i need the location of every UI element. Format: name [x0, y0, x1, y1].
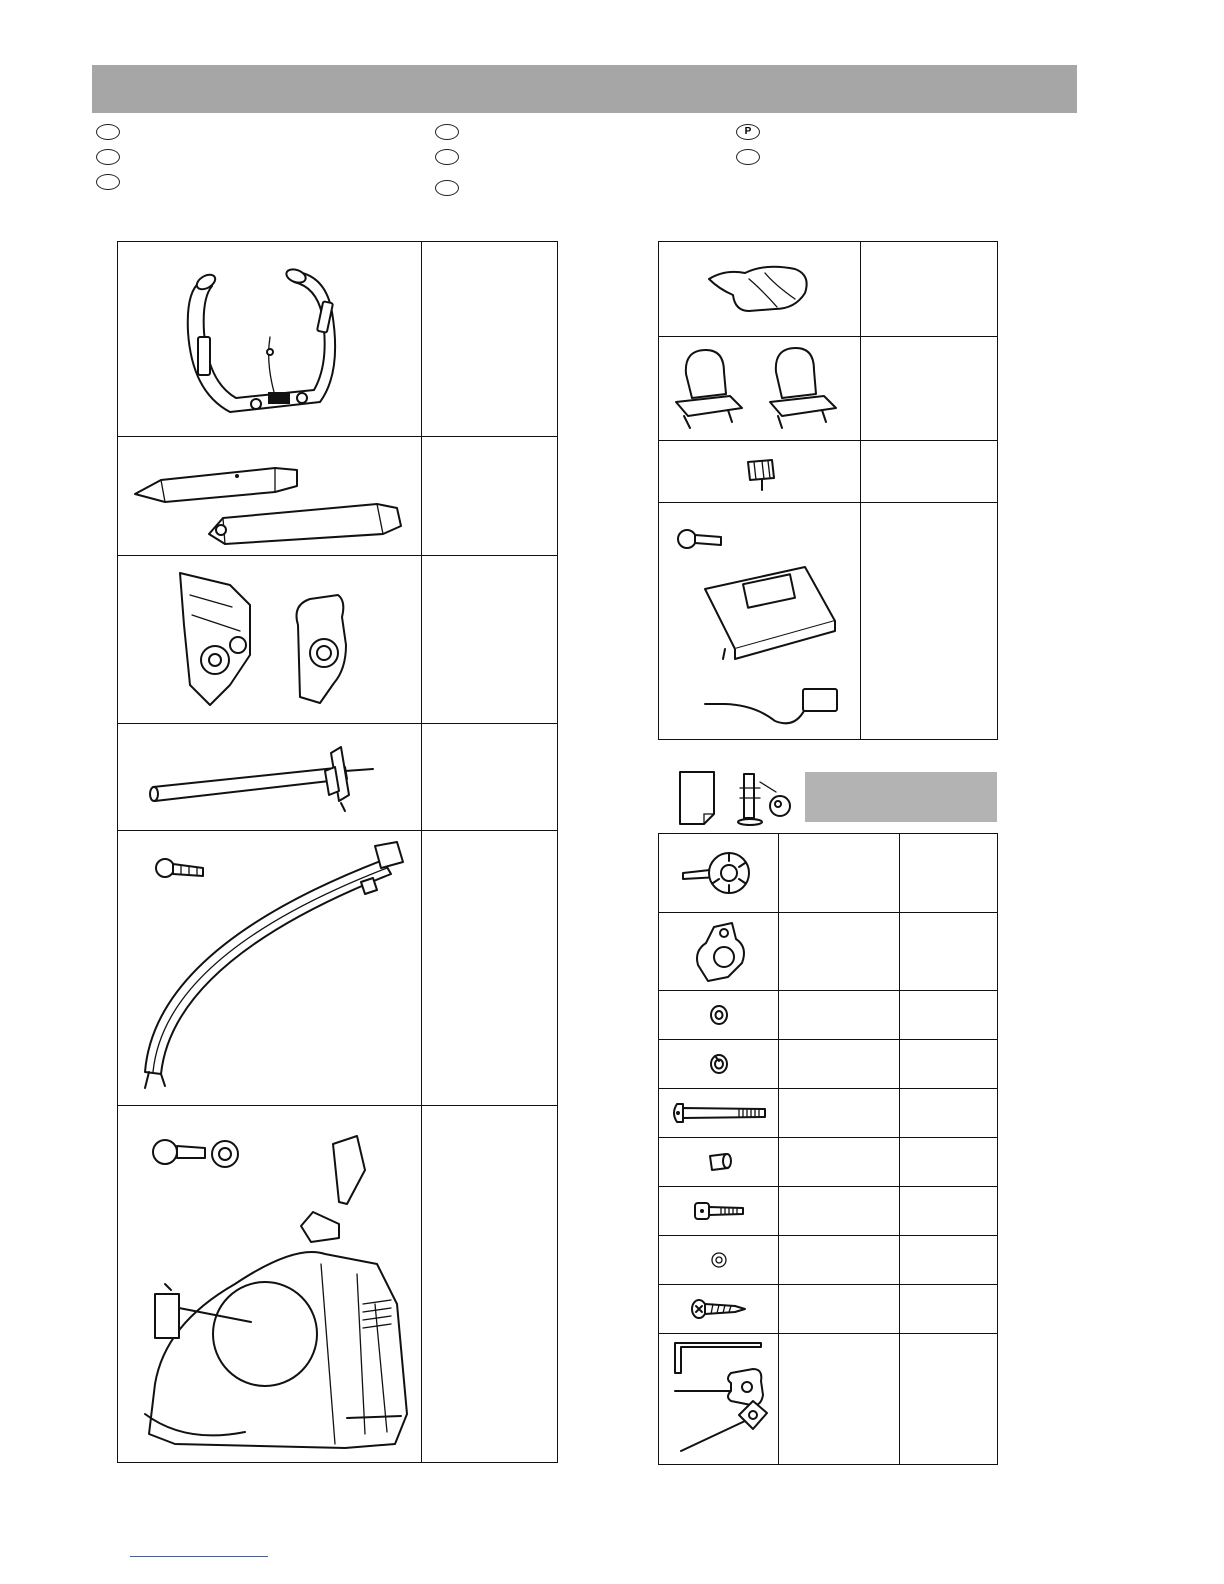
header-banner	[92, 65, 1077, 113]
part-image-cell	[659, 337, 861, 441]
hex-socket-screw-icon	[691, 1199, 747, 1223]
self-tapping-screw-icon	[689, 1296, 749, 1322]
hardware-name-cell	[779, 1285, 900, 1334]
saddle-icon	[705, 259, 815, 319]
part-label-cell	[422, 724, 558, 831]
hardware-row	[659, 1138, 998, 1187]
hardware-image-cell	[659, 1040, 779, 1089]
hardware-name-cell	[779, 913, 900, 991]
part-image-cell	[659, 503, 861, 740]
hardware-row	[659, 1334, 998, 1465]
hardware-image-cell	[659, 991, 779, 1040]
hardware-name-cell	[779, 1187, 900, 1236]
hardware-row	[659, 991, 998, 1040]
hardware-row	[659, 1187, 998, 1236]
hardware-image-cell	[659, 1089, 779, 1138]
console-adapter-icon	[665, 509, 855, 734]
part-row	[659, 503, 998, 740]
hardware-name-cell	[779, 991, 900, 1040]
part-image-cell	[118, 242, 422, 437]
hardware-name-cell	[779, 1089, 900, 1138]
footer-link-underline[interactable]	[130, 1556, 268, 1557]
hardware-image-cell	[659, 834, 779, 913]
hardware-row	[659, 1040, 998, 1089]
language-badge[interactable]	[435, 124, 459, 140]
hardware-image-cell	[659, 1285, 779, 1334]
hardware-image-cell	[659, 1236, 779, 1285]
part-label-cell	[861, 441, 998, 503]
part-label-cell	[861, 337, 998, 441]
part-row	[659, 441, 998, 503]
hardware-row	[659, 913, 998, 991]
hardware-name-cell	[779, 1138, 900, 1187]
part-label-cell	[422, 1106, 558, 1463]
adjustment-knob-icon	[740, 452, 780, 492]
hardware-qty-cell	[900, 1285, 998, 1334]
pedals-icon	[670, 344, 850, 434]
part-row	[118, 724, 558, 831]
language-badge[interactable]	[736, 149, 760, 165]
part-row	[118, 556, 558, 724]
hardware-qty-cell	[900, 1089, 998, 1138]
hardware-image-cell	[659, 1187, 779, 1236]
part-row	[118, 1106, 558, 1463]
note-box	[805, 772, 997, 822]
cover-parts-icon	[170, 565, 370, 715]
language-badge[interactable]	[435, 180, 459, 196]
hardware-name-cell	[779, 834, 900, 913]
part-image-cell	[659, 242, 861, 337]
tools-icon	[669, 1339, 769, 1459]
part-label-cell	[422, 242, 558, 437]
spacer-sleeve-icon	[704, 1150, 734, 1174]
language-badge-p[interactable]: P	[736, 124, 760, 140]
stabilizer-feet-icon	[125, 446, 415, 546]
hardware-qty-cell	[900, 834, 998, 913]
parts-table-right	[658, 241, 998, 740]
part-image-cell	[118, 556, 422, 724]
language-badge[interactable]	[96, 124, 120, 140]
long-bolt-icon	[669, 1100, 769, 1126]
hardware-image-cell	[659, 1334, 779, 1465]
hardware-table	[658, 833, 998, 1465]
hardware-qty-cell	[900, 1236, 998, 1285]
hardware-qty-cell	[900, 991, 998, 1040]
hardware-row	[659, 1285, 998, 1334]
main-frame-icon	[125, 1114, 415, 1454]
hardware-qty-cell	[900, 913, 998, 991]
part-label-cell	[861, 242, 998, 337]
hardware-qty-cell	[900, 1040, 998, 1089]
part-row	[659, 242, 998, 337]
part-image-cell	[118, 1106, 422, 1463]
upright-post-icon	[125, 838, 415, 1098]
hardware-row	[659, 834, 998, 913]
parts-table-left	[117, 241, 558, 1463]
hardware-row	[659, 1236, 998, 1285]
hardware-name-cell	[779, 1334, 900, 1465]
knob-bolt-icon	[679, 843, 759, 903]
hardware-qty-cell	[900, 1138, 998, 1187]
hardware-name-cell	[779, 1236, 900, 1285]
hardware-row	[659, 1089, 998, 1138]
part-image-cell	[118, 831, 422, 1106]
seat-slider-icon	[145, 737, 395, 817]
bracket-icon	[684, 917, 754, 987]
spring-washer-icon	[707, 1052, 731, 1076]
hardware-image-cell	[659, 1138, 779, 1187]
part-row	[118, 437, 558, 556]
part-image-cell	[659, 441, 861, 503]
part-image-cell	[118, 724, 422, 831]
part-image-cell	[118, 437, 422, 556]
language-badge[interactable]	[435, 149, 459, 165]
part-label-cell	[422, 437, 558, 556]
small-washer-icon	[707, 1248, 731, 1272]
part-label-cell	[422, 556, 558, 724]
recycle-figure-icon	[732, 768, 798, 828]
handlebar-icon	[170, 252, 370, 427]
part-row	[659, 337, 998, 441]
language-badge[interactable]	[96, 174, 120, 190]
part-row	[118, 831, 558, 1106]
hardware-image-cell	[659, 913, 779, 991]
part-row	[118, 242, 558, 437]
language-badge[interactable]	[96, 149, 120, 165]
hardware-name-cell	[779, 1040, 900, 1089]
flat-washer-icon	[707, 1003, 731, 1027]
hardware-qty-cell	[900, 1334, 998, 1465]
part-label-cell	[422, 831, 558, 1106]
part-label-cell	[861, 503, 998, 740]
hardware-qty-cell	[900, 1187, 998, 1236]
